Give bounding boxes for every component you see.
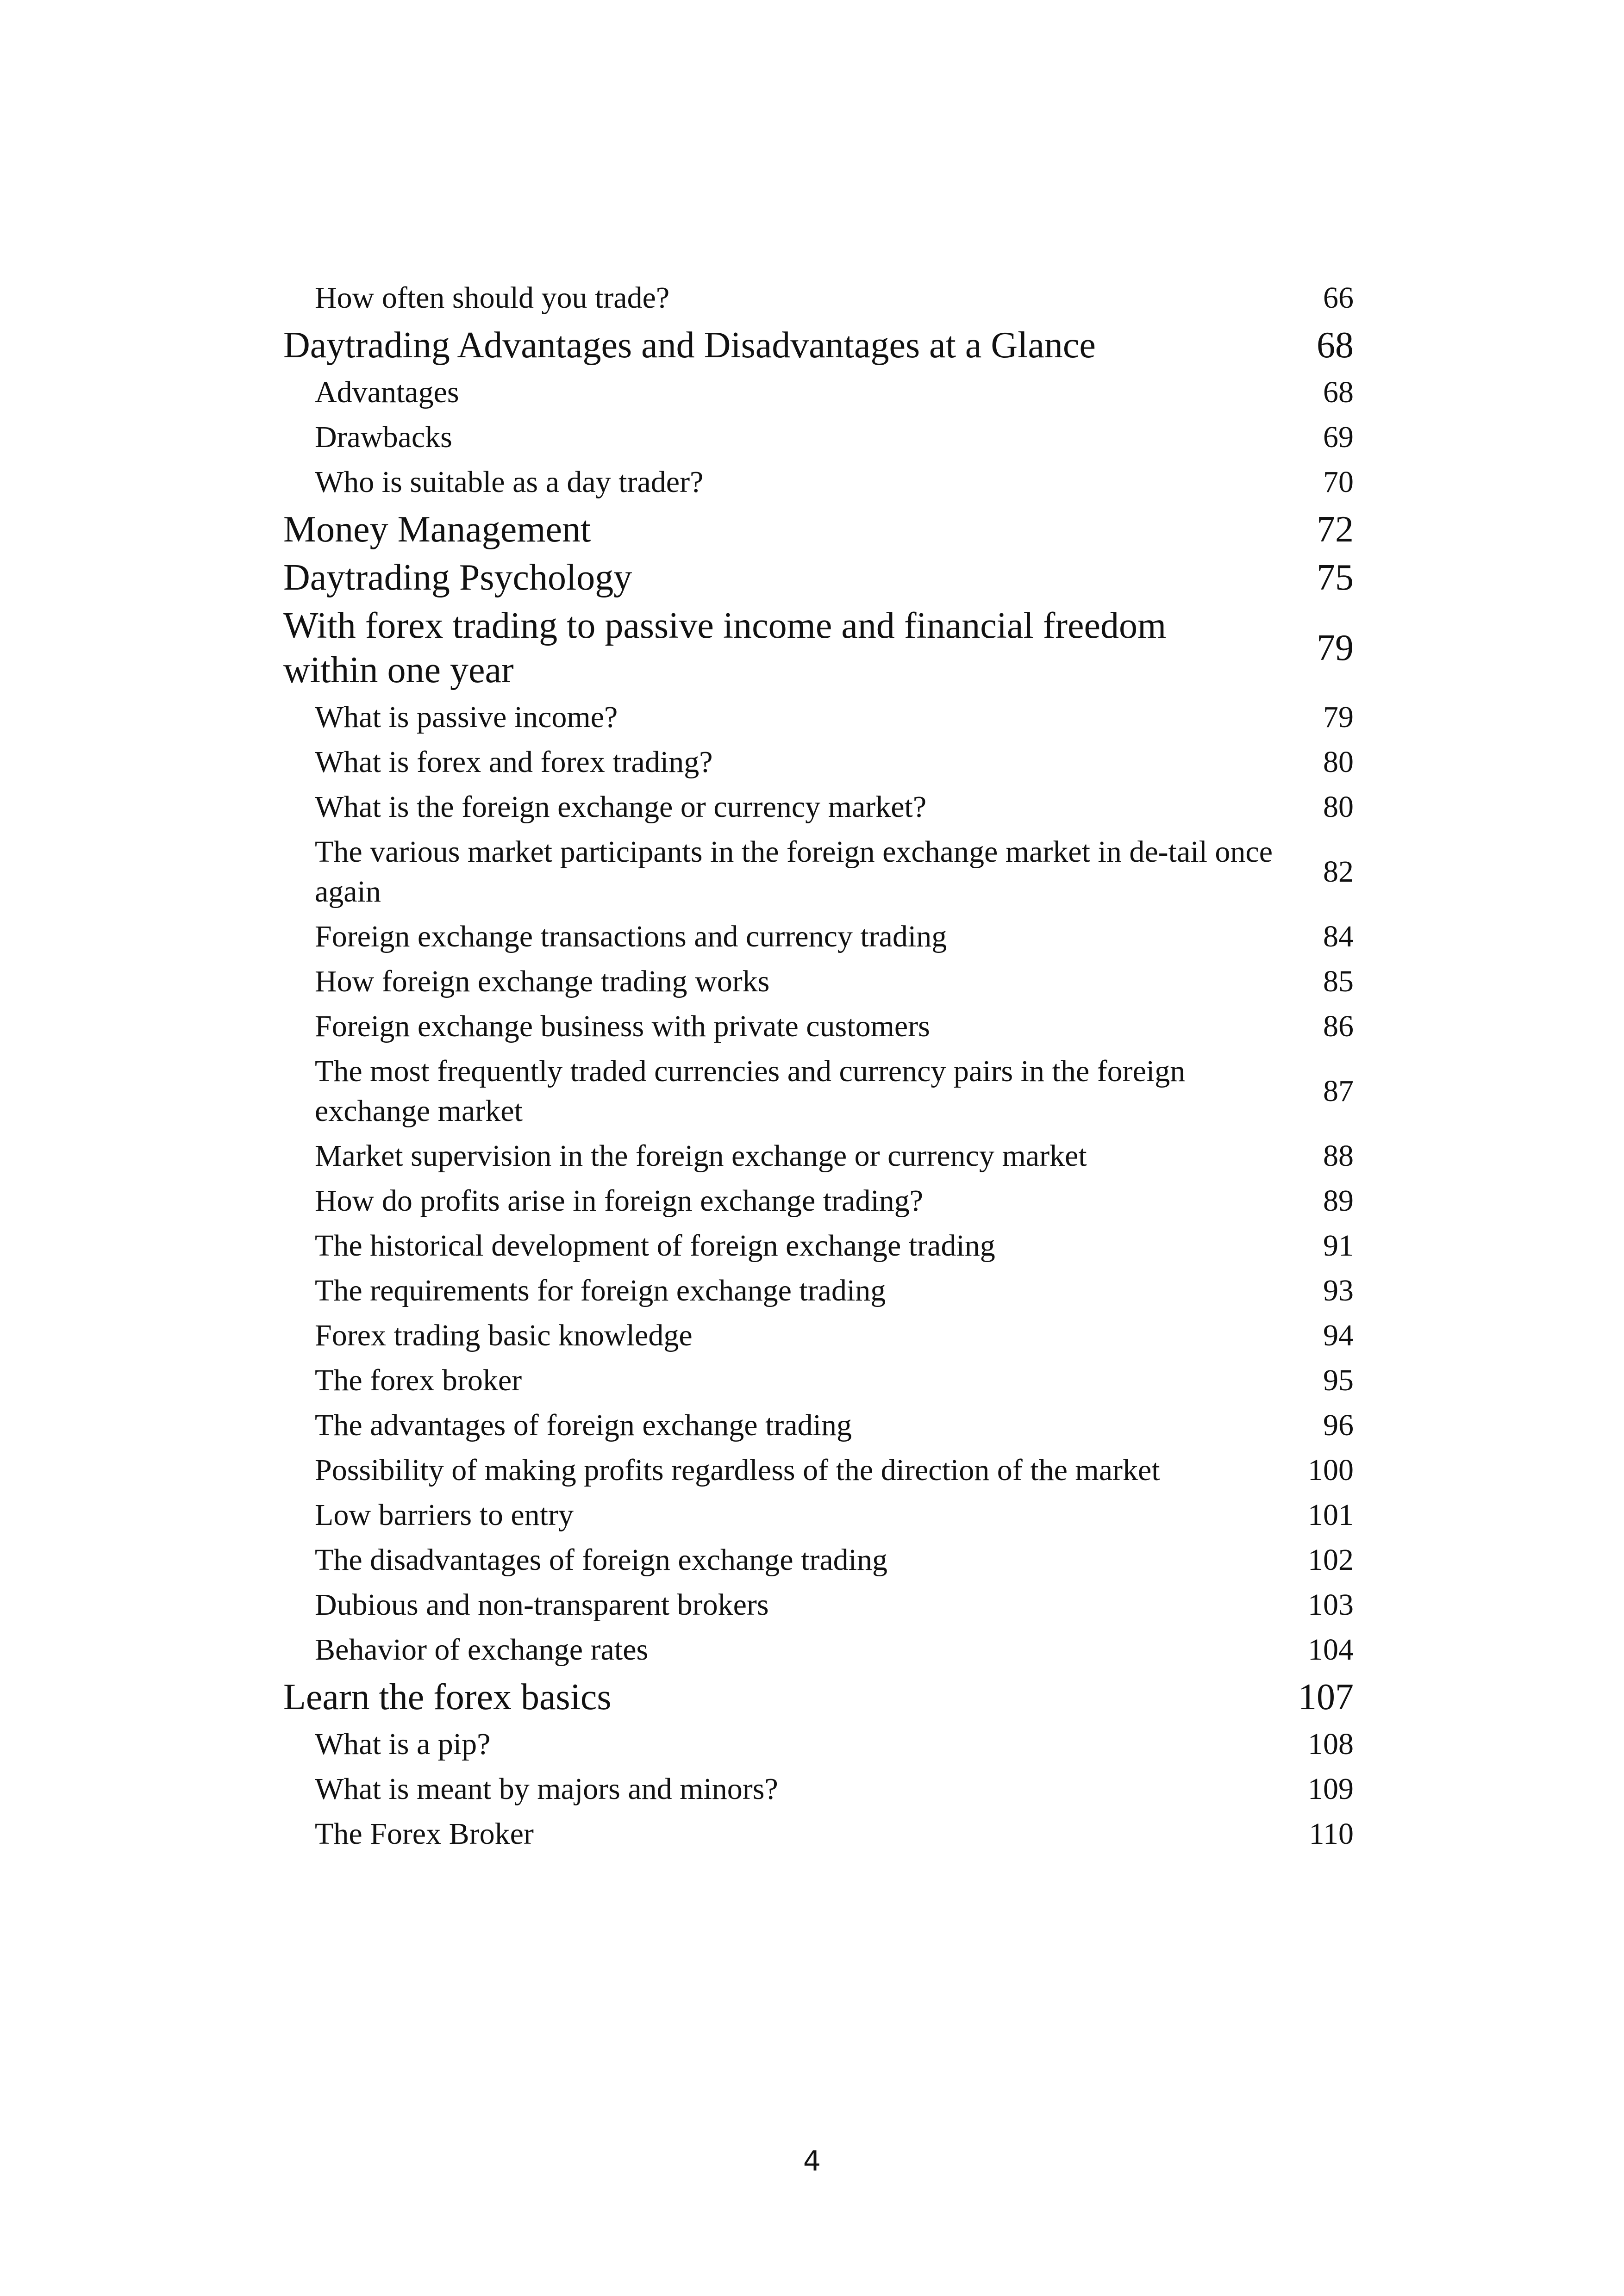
toc-chapter[interactable] <box>283 555 1354 600</box>
toc-chapter[interactable] <box>283 507 1354 552</box>
toc-entry-page: 100 <box>1308 1453 1354 1487</box>
toc-entry-title: The various market participants in the foreign exchange market in de-tail once again <box>315 835 1273 908</box>
toc-entry[interactable] <box>283 1181 1354 1221</box>
toc-entry[interactable] <box>283 1271 1354 1311</box>
toc-entry[interactable] <box>283 1724 1354 1764</box>
toc-chapter[interactable] <box>283 1675 1354 1719</box>
toc-entry-title: How foreign exchange trading works <box>315 964 770 998</box>
toc-entry[interactable] <box>283 1495 1354 1535</box>
toc-entry-page: 68 <box>1323 375 1354 409</box>
toc-entry-page: 110 <box>1309 1817 1354 1851</box>
toc-entry[interactable] <box>283 1316 1354 1356</box>
toc-entry-title: Foreign exchange transactions and currency trading <box>315 920 947 953</box>
toc-chapter-title: Learn the forex basics <box>283 1677 612 1717</box>
toc-entry-title: Who is suitable as a day trader? <box>315 465 704 499</box>
toc-chapter-title: Money Management <box>283 509 591 550</box>
toc-entry-title: What is meant by majors and minors? <box>315 1772 778 1806</box>
toc-entry-title: Dubious and non-transparent brokers <box>315 1588 769 1622</box>
toc-entry-title: Possibility of making profits regardless of the direction of the market <box>315 1453 1160 1487</box>
toc-chapter-page: 107 <box>1298 1677 1354 1717</box>
toc-entry[interactable] <box>283 1585 1354 1625</box>
toc-entry-page: 79 <box>1323 700 1354 734</box>
toc-entry[interactable] <box>283 1814 1354 1854</box>
toc-entry-page: 89 <box>1323 1184 1354 1218</box>
toc-entry-title: Foreign exchange business with private customers <box>315 1009 930 1043</box>
toc-chapter-title: Daytrading Psychology <box>283 557 632 598</box>
toc-entry-title: The requirements for foreign exchange trading <box>315 1274 886 1307</box>
toc-chapter-page: 79 <box>1317 628 1354 668</box>
toc-entry[interactable] <box>283 832 1354 912</box>
toc-entry-title: The historical development of foreign exchange trading <box>315 1229 995 1263</box>
toc-entry-page: 85 <box>1323 964 1354 998</box>
toc-entry-page: 70 <box>1323 465 1354 499</box>
toc-entry-title: The forex broker <box>315 1363 522 1397</box>
toc-entry-page: 66 <box>1323 281 1354 315</box>
toc-entry-page: 84 <box>1323 920 1354 953</box>
toc-entry-page: 82 <box>1323 855 1354 889</box>
toc-entry[interactable] <box>283 1630 1354 1670</box>
toc-entry-page: 102 <box>1308 1543 1354 1577</box>
toc-entry-title: How do profits arise in foreign exchange trading? <box>315 1184 924 1218</box>
toc-entry[interactable] <box>283 1769 1354 1809</box>
toc-entry[interactable] <box>283 1361 1354 1400</box>
toc-entry-title: What is a pip? <box>315 1727 491 1761</box>
toc-entry[interactable] <box>283 417 1354 457</box>
toc-chapter-page: 75 <box>1317 557 1354 598</box>
table-of-contents <box>283 273 1354 1859</box>
toc-entry[interactable] <box>283 373 1354 412</box>
toc-entry-page: 93 <box>1323 1274 1354 1307</box>
toc-entry[interactable] <box>283 787 1354 827</box>
toc-entry-title: What is the foreign exchange or currency market? <box>315 790 927 824</box>
toc-entry-page: 108 <box>1308 1727 1354 1761</box>
toc-entry-page: 86 <box>1323 1009 1354 1043</box>
toc-entry[interactable] <box>283 1540 1354 1580</box>
toc-entry[interactable] <box>283 278 1354 318</box>
toc-entry-page: 87 <box>1323 1074 1354 1108</box>
toc-entry[interactable] <box>283 1136 1354 1176</box>
toc-entry-title: How often should you trade? <box>315 281 670 315</box>
toc-entry-title: The Forex Broker <box>315 1817 534 1851</box>
toc-entry[interactable] <box>283 1450 1354 1490</box>
toc-entry[interactable] <box>283 917 1354 957</box>
toc-entry-title: Forex trading basic knowledge <box>315 1319 693 1352</box>
toc-entry-page: 91 <box>1323 1229 1354 1263</box>
toc-entry[interactable] <box>283 697 1354 737</box>
toc-entry-title: Behavior of exchange rates <box>315 1633 649 1667</box>
toc-chapter-title: With forex trading to passive income and financial freedom within one year <box>283 605 1167 691</box>
toc-entry-page: 80 <box>1323 790 1354 824</box>
toc-entry[interactable] <box>283 1052 1354 1131</box>
toc-entry[interactable] <box>283 962 1354 1002</box>
toc-entry-title: Market supervision in the foreign exchange or currency market <box>315 1139 1087 1173</box>
toc-entry-title: Low barriers to entry <box>315 1498 574 1532</box>
toc-chapter[interactable] <box>283 323 1354 367</box>
toc-entry-title: The most frequently traded currencies and currency pairs in the foreign exchange market <box>315 1054 1186 1128</box>
toc-entry-page: 96 <box>1323 1408 1354 1442</box>
toc-entry-title: What is passive income? <box>315 700 618 734</box>
toc-entry[interactable] <box>283 1226 1354 1266</box>
toc-entry-page: 95 <box>1323 1363 1354 1397</box>
toc-entry-page: 80 <box>1323 745 1354 779</box>
toc-entry-title: Advantages <box>315 375 459 409</box>
page-number: 4 <box>803 2145 821 2178</box>
toc-entry-page: 69 <box>1323 420 1354 454</box>
toc-entry[interactable] <box>283 742 1354 782</box>
toc-entry-page: 104 <box>1308 1633 1354 1667</box>
toc-chapter-page: 68 <box>1317 325 1354 366</box>
toc-entry-page: 103 <box>1308 1588 1354 1622</box>
toc-entry-title: The disadvantages of foreign exchange trading <box>315 1543 888 1577</box>
toc-chapter-page: 72 <box>1317 509 1354 550</box>
toc-entry[interactable] <box>283 462 1354 502</box>
toc-entry-page: 101 <box>1308 1498 1354 1532</box>
toc-entry-page: 94 <box>1323 1319 1354 1352</box>
toc-entry[interactable] <box>283 1007 1354 1046</box>
toc-entry-title: Drawbacks <box>315 420 452 454</box>
toc-chapter-title: Daytrading Advantages and Disadvantages at a Glance <box>283 325 1096 366</box>
toc-entry-page: 88 <box>1323 1139 1354 1173</box>
toc-entry-title: What is forex and forex trading? <box>315 745 713 779</box>
toc-entry-page: 109 <box>1308 1772 1354 1806</box>
toc-entry[interactable] <box>283 1406 1354 1445</box>
toc-entry-title: The advantages of foreign exchange trading <box>315 1408 852 1442</box>
toc-chapter[interactable] <box>283 604 1354 692</box>
